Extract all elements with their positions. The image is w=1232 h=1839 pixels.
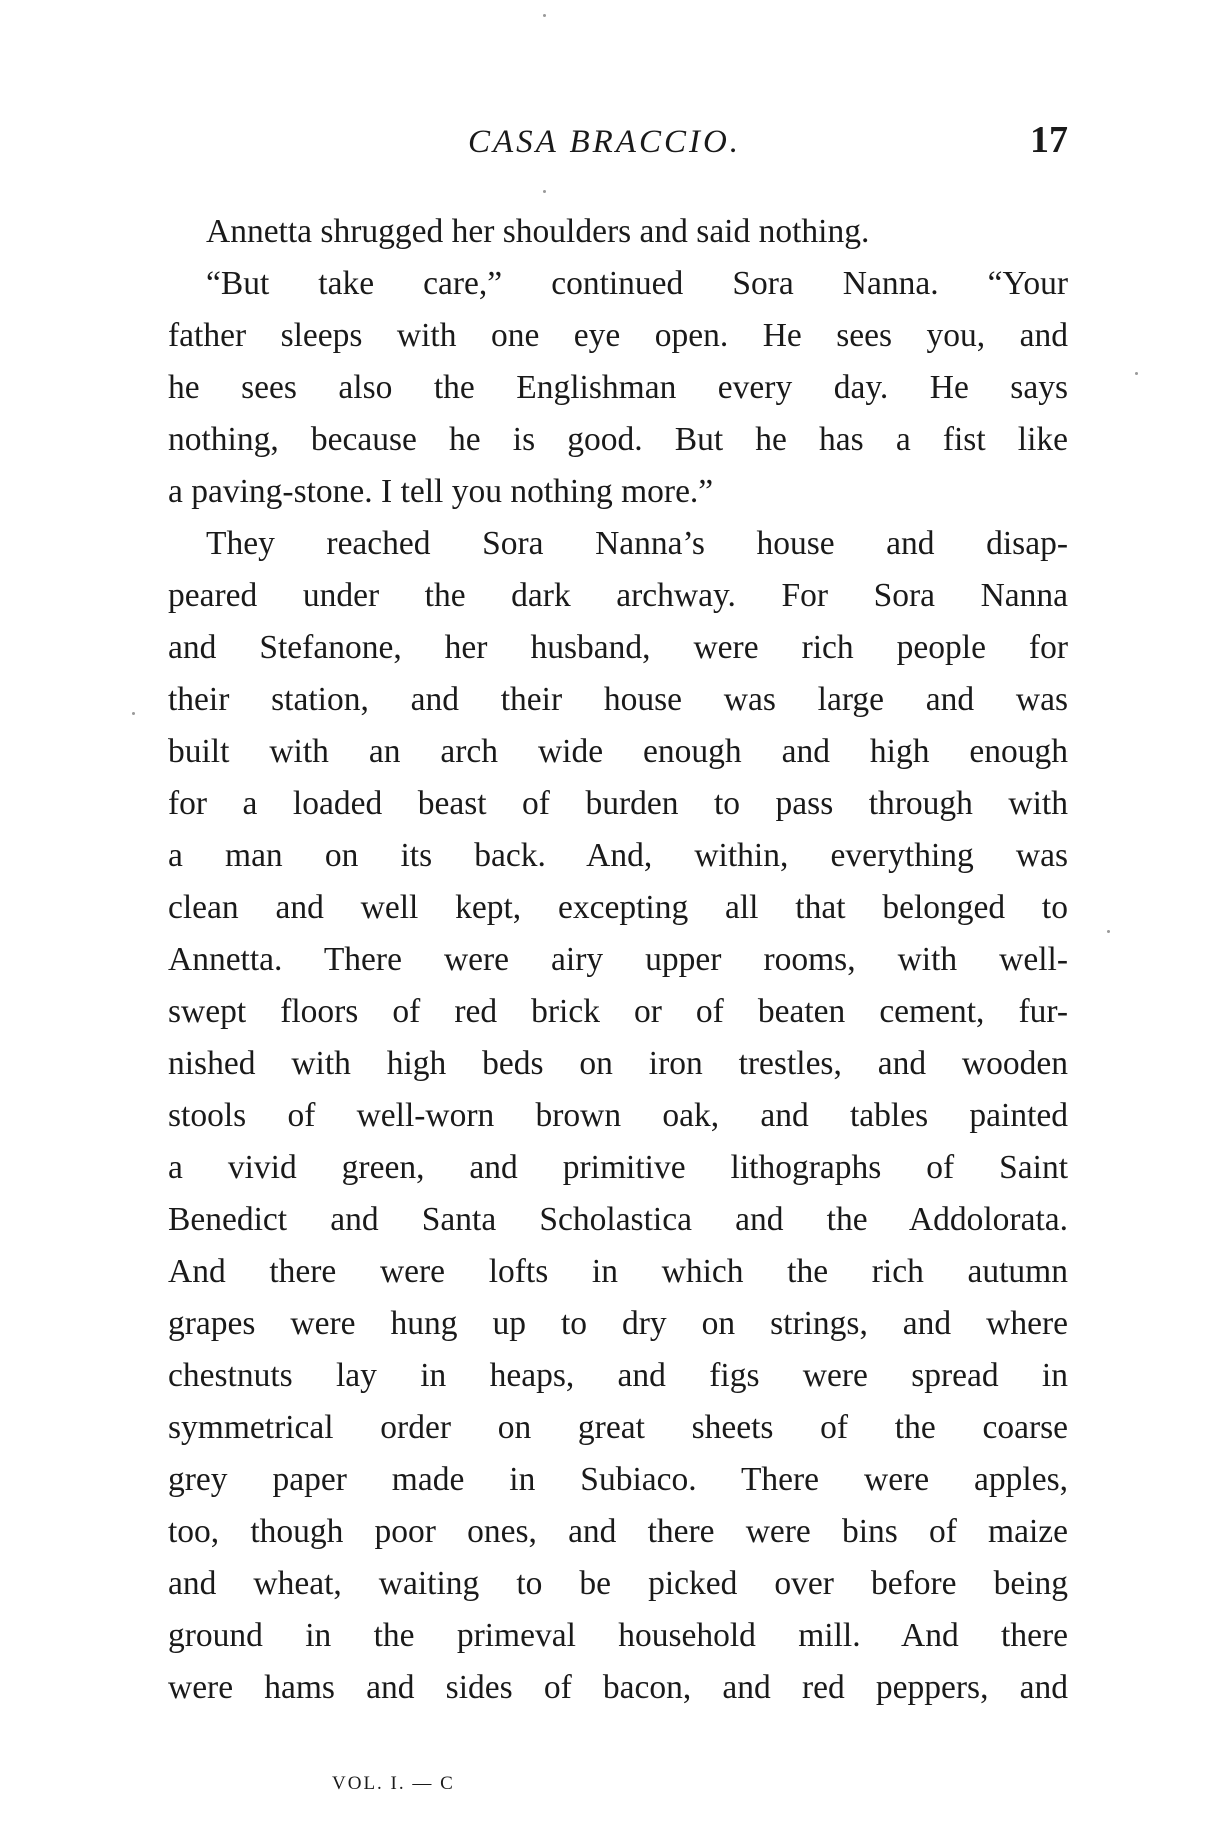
signature-mark: VOL. I. — C: [332, 1773, 455, 1794]
text-line: chestnuts lay in heaps, and figs were spread in: [168, 1357, 1068, 1394]
text-line: a vivid green, and primitive lithographs of Saint: [168, 1149, 1068, 1186]
print-speck: [132, 712, 135, 715]
text-line: nothing, because he is good. But he has a fist like: [168, 421, 1068, 458]
text-line: father sleeps with one eye open. He sees you, and: [168, 317, 1068, 354]
print-speck: [543, 190, 546, 193]
text-line: nished with high beds on iron trestles, and wooden: [168, 1045, 1068, 1082]
text-line: And there were lofts in which the rich autumn: [168, 1253, 1068, 1290]
text-line: and wheat, waiting to be picked over before being: [168, 1565, 1068, 1602]
text-line: stools of well-worn brown oak, and tables painted: [168, 1097, 1068, 1134]
text-line: They reached Sora Nanna’s house and disap-: [206, 525, 1068, 562]
text-line: Annetta shrugged her shoulders and said nothing.: [206, 213, 870, 250]
text-line: their station, and their house was large and was: [168, 681, 1068, 718]
text-line: and Stefanone, her husband, were rich people for: [168, 629, 1068, 666]
text-line: symmetrical order on great sheets of the coarse: [168, 1409, 1068, 1446]
running-title: CASA BRACCIO.: [468, 124, 742, 160]
running-head: [168, 118, 1068, 166]
text-line: too, though poor ones, and there were bins of maize: [168, 1513, 1068, 1550]
text-line: a paving-stone. I tell you nothing more.”: [168, 473, 714, 510]
text-line: Annetta. There were airy upper rooms, with well-: [168, 941, 1068, 978]
print-speck: [543, 14, 546, 17]
page-number: 17: [1030, 119, 1068, 161]
text-line: grapes were hung up to dry on strings, and where: [168, 1305, 1068, 1342]
text-line: Benedict and Santa Scholastica and the Addolorata.: [168, 1201, 1068, 1238]
print-speck: [1107, 930, 1110, 933]
print-speck: [1135, 372, 1138, 375]
body-text: [168, 206, 1068, 1714]
text-line: a man on its back. And, within, everything was: [168, 837, 1068, 874]
text-line: built with an arch wide enough and high enough: [168, 733, 1068, 770]
text-line: he sees also the Englishman every day. He says: [168, 369, 1068, 406]
text-line: ground in the primeval household mill. And there: [168, 1617, 1068, 1654]
text-line: clean and well kept, excepting all that belonged to: [168, 889, 1068, 926]
text-line: peared under the dark archway. For Sora Nanna: [168, 577, 1068, 614]
text-line: “But take care,” continued Sora Nanna. “Your: [206, 265, 1068, 302]
text-line: for a loaded beast of burden to pass through with: [168, 785, 1068, 822]
text-line: were hams and sides of bacon, and red peppers, and: [168, 1669, 1068, 1706]
text-line: grey paper made in Subiaco. There were apples,: [168, 1461, 1068, 1498]
text-line: swept floors of red brick or of beaten cement, fur-: [168, 993, 1068, 1030]
